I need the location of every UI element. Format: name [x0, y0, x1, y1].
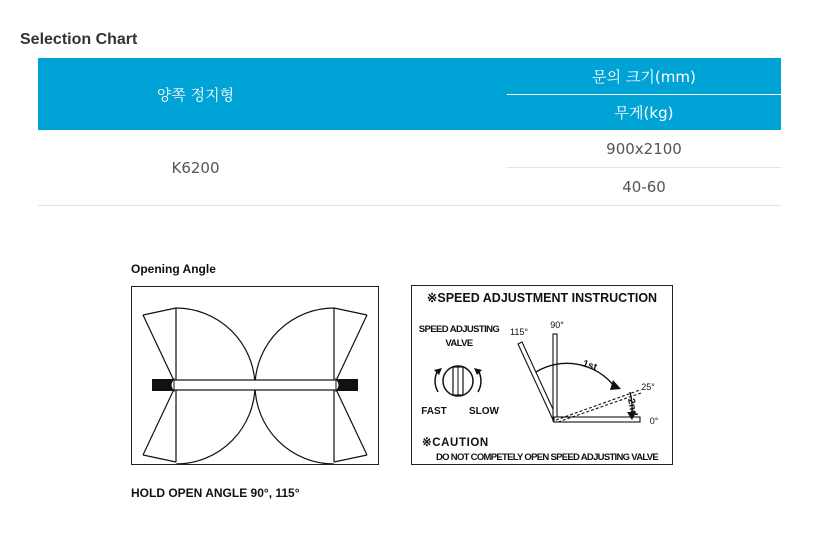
- arrow-1st-icon: [610, 380, 621, 390]
- door-angle-graphic: [518, 334, 641, 422]
- left-door-115-top: [143, 315, 176, 385]
- angle-90-label: 90°: [550, 320, 564, 330]
- valve-icon: [434, 366, 482, 396]
- right-door-115-bottom: [334, 385, 367, 455]
- opening-angle-figure: [132, 287, 378, 464]
- first-label: 1st: [581, 358, 599, 374]
- header-door-size: 문의 크기(mm): [507, 58, 781, 95]
- left-swing-arc-top: [176, 308, 255, 385]
- speed-adjustment-panel: [411, 285, 673, 465]
- table-row: [38, 130, 781, 206]
- right-swing-arc-top: [255, 308, 334, 385]
- caution-text: DO NOT COMPETELY OPEN SPEED ADJUSTING VALVE: [436, 452, 659, 463]
- section-title: Selection Chart: [20, 31, 138, 48]
- cell-model: K6200: [171, 158, 220, 177]
- angle-0-label: 0°: [649, 416, 659, 426]
- left-swing-arc-bottom: [176, 385, 255, 464]
- slow-label: SLOW: [469, 406, 499, 417]
- left-arc-115-bottom: [143, 455, 176, 462]
- header-weight: 무게(kg): [614, 104, 674, 122]
- selection-table: [38, 58, 781, 206]
- valve-label-1: SPEED ADJUSTING: [418, 324, 500, 335]
- valve-label-2: VALVE: [445, 338, 473, 349]
- cell-door-size: 900x2100: [507, 130, 781, 168]
- right-arc-115-bottom: [334, 455, 367, 462]
- closed-doors: [172, 380, 338, 390]
- angle-25-label: 25°: [641, 382, 655, 392]
- opening-angle-diagram: [131, 286, 379, 465]
- arc-1st: [536, 363, 614, 386]
- door-115: [518, 342, 558, 422]
- speed-title: ※SPEED ADJUSTMENT INSTRUCTION: [426, 291, 658, 305]
- right-arc-115-top: [334, 308, 367, 315]
- fast-label: FAST: [421, 406, 447, 417]
- right-door-115-top: [334, 315, 367, 385]
- angle-115-label: 115°: [510, 327, 528, 337]
- speed-adjustment-figure: [412, 286, 672, 464]
- header-type: 양쪽 정지형: [156, 85, 235, 104]
- door-90: [553, 334, 557, 421]
- hold-open-angle-text: HOLD OPEN ANGLE 90°, 115°: [131, 486, 300, 500]
- opening-angle-label: Opening Angle: [131, 262, 216, 276]
- table-header: [38, 58, 781, 130]
- left-arc-115-top: [143, 308, 176, 315]
- door-0: [554, 417, 640, 422]
- left-door-115-bottom: [143, 385, 176, 455]
- right-swing-arc-bottom: [255, 385, 334, 464]
- second-label: 2nd: [625, 397, 639, 418]
- caution-title: ※CAUTION: [422, 437, 489, 449]
- cell-weight: 40-60: [622, 177, 666, 196]
